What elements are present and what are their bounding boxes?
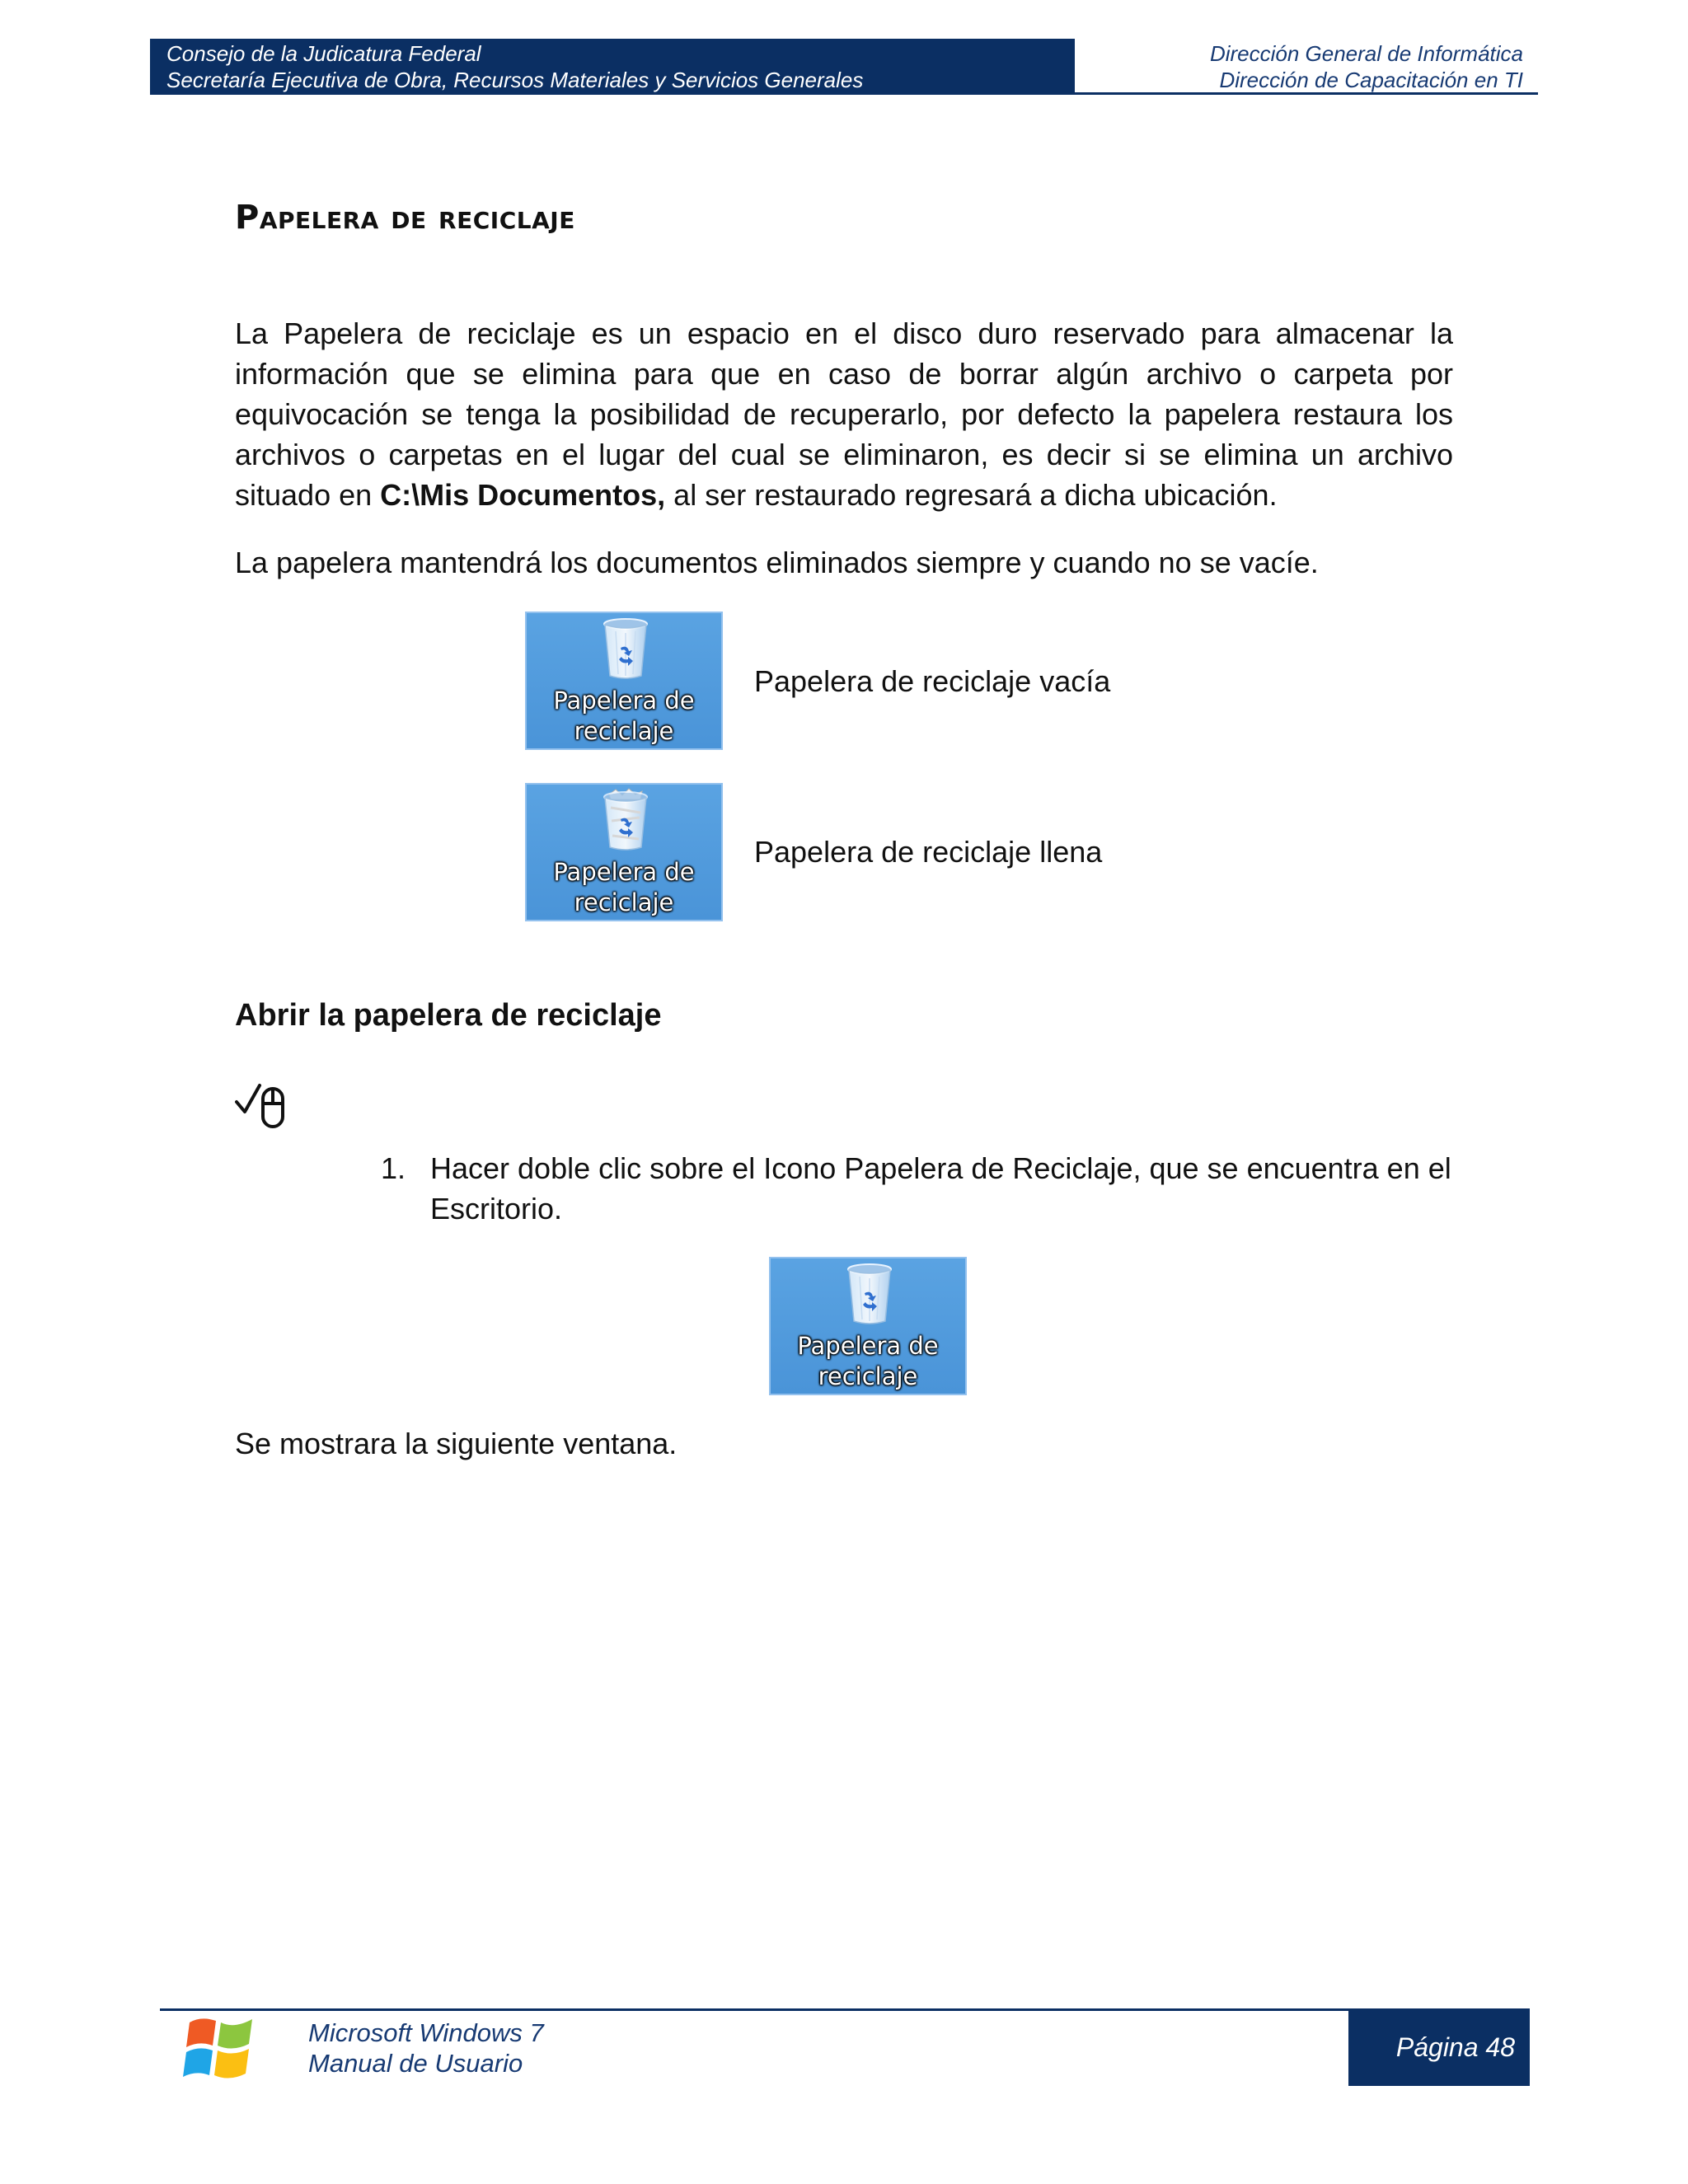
recycle-bin-empty-icon [599,616,652,681]
subsection-heading: Abrir la papelera de reciclaje [235,998,662,1033]
recycle-bin-full-tile [525,783,723,921]
header-left-line1: Consejo de la Judicatura Federal [166,41,481,66]
windows-logo-icon [181,2011,257,2083]
recycle-bin-empty-label: Papelera de reciclaje [553,687,695,745]
header-left-line2: Secretaría Ejecutiva de Obra, Recursos Materiales y Servicios Generales [166,68,864,92]
retention-paragraph: La papelera mantendrá los documentos eliminados siempre y cuando no se vacíe. [235,546,1319,579]
footer-divider [160,2008,1365,2011]
mouse-pointer-icon [235,1077,291,1130]
intro-text-part2: al ser restaurado regresará a dicha ubicación. [665,478,1278,512]
footer-title-block [308,2018,544,2079]
header-divider [150,92,1538,95]
recycle-bin-empty-icon [843,1262,896,1326]
next-window-text: Se mostrara la siguiente ventana. [235,1427,678,1460]
footer-line2: Manual de Usuario [308,2049,523,2078]
recycle-bin-full-label: Papelera de reciclaje [553,858,695,916]
recycle-bin-full-icon [599,788,652,852]
footer-line1: Microsoft Windows 7 [308,2018,544,2047]
intro-paragraph [235,313,1453,515]
desktop-recycle-bin-tile [769,1257,967,1395]
page-number: Página 48 [1348,2008,1530,2086]
step-number: 1. [381,1151,406,1185]
step-text: Hacer doble clic sobre el Icono Papelera de Reciclaje, que se encuentra en el Escritorio. [430,1151,1451,1226]
desktop-recycle-bin-label: Papelera de reciclaje [797,1332,939,1390]
section-title: Papelera de reciclaje [235,199,575,237]
intro-path-bold: C:\Mis Documentos, [380,478,666,512]
recycle-bin-empty-tile [525,612,723,750]
header-right-line1: Dirección General de Informática [1209,41,1523,66]
recycle-bin-full-caption: Papelera de reciclaje llena [754,835,1103,869]
recycle-bin-empty-caption: Papelera de reciclaje vacía [754,664,1111,698]
step-item [381,1148,1461,1229]
header-left-banner [150,39,1075,93]
header-right-block [1210,40,1535,93]
header-right-line2: Dirección de Capacitación en TI [1219,68,1523,92]
intro-text-part1: La Papelera de reciclaje es un espacio en el disco duro reservado para almacenar la información que se elimina para que en caso de borrar algún archivo o carpeta por equivocación se tenga la posibilidad de recuperarlo, por defecto la papelera restaura los archivos o carpetas en el lugar del cual se eliminaron, es decir si se elimina un archivo situado en [235,316,1453,512]
